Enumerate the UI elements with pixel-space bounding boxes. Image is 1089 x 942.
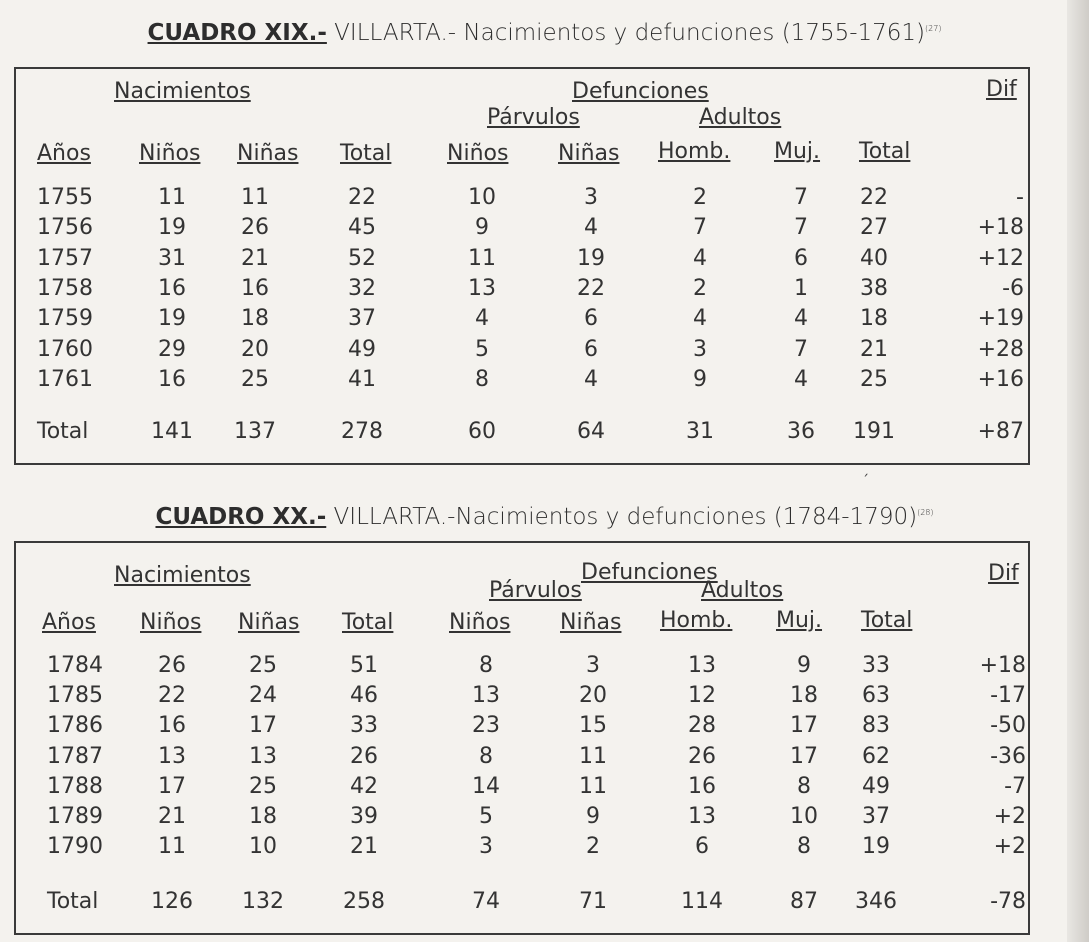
- cell-boys-born: 19: [158, 306, 186, 331]
- stray-mark: ˏ: [862, 461, 869, 477]
- cell-births-total: 49: [348, 337, 376, 362]
- cell-boys-born: 19: [158, 215, 186, 240]
- cell-deaths-total: 21: [860, 337, 888, 362]
- cell-births-total: 52: [348, 246, 376, 271]
- cell-difference: -36: [990, 744, 1026, 769]
- cell-child-girls-deaths: 64: [577, 419, 605, 444]
- cell-difference: -17: [990, 683, 1026, 708]
- cell-deaths-total: 191: [853, 419, 895, 444]
- cell-women-deaths: 4: [794, 367, 808, 392]
- cell-women-deaths: 1: [794, 276, 808, 301]
- header-nacimientos: Nacimientos: [114, 563, 251, 588]
- cell-year: 1787: [47, 744, 103, 769]
- table-2: [14, 541, 1030, 935]
- cell-births-total: 37: [348, 306, 376, 331]
- cell-child-girls-deaths: 19: [577, 246, 605, 271]
- cell-child-girls-deaths: 9: [586, 804, 600, 829]
- cell-child-boys-deaths: 74: [472, 889, 500, 914]
- cell-boys-born: 126: [151, 889, 193, 914]
- cell-difference: +19: [977, 306, 1024, 331]
- cell-girls-born: 25: [249, 653, 277, 678]
- cell-deaths-total: 22: [860, 185, 888, 210]
- header-parvulos-ninos: Niños: [449, 610, 511, 635]
- cell-deaths-total: 63: [862, 683, 890, 708]
- table-2-caption: [0, 504, 1089, 530]
- cell-year: 1759: [37, 306, 93, 331]
- cell-births-total: 26: [350, 744, 378, 769]
- cell-deaths-total: 33: [862, 653, 890, 678]
- cell-girls-born: 13: [249, 744, 277, 769]
- cell-girls-born: 25: [241, 367, 269, 392]
- cell-women-deaths: 7: [794, 215, 808, 240]
- cell-difference: +28: [977, 337, 1024, 362]
- cell-difference: +12: [977, 246, 1024, 271]
- cell-girls-born: 25: [249, 774, 277, 799]
- header-adultos: Adultos: [701, 578, 784, 603]
- cell-women-deaths: 8: [797, 774, 811, 799]
- cell-men-deaths: 4: [693, 306, 707, 331]
- cell-births-total: 39: [350, 804, 378, 829]
- header-nacimientos: Nacimientos: [114, 79, 251, 104]
- cell-child-boys-deaths: 60: [468, 419, 496, 444]
- header-parvulos-ninos: Niños: [447, 141, 509, 166]
- cell-women-deaths: 87: [790, 889, 818, 914]
- cell-births-total: 51: [350, 653, 378, 678]
- cell-boys-born: 11: [158, 834, 186, 859]
- cell-boys-born: 11: [158, 185, 186, 210]
- cell-child-boys-deaths: 4: [475, 306, 489, 331]
- header-anos: Años: [37, 141, 91, 166]
- header-dif: Dif: [986, 77, 1017, 102]
- cell-men-deaths: 7: [693, 215, 707, 240]
- cell-men-deaths: 26: [688, 744, 716, 769]
- cell-year: Total: [37, 419, 89, 444]
- cell-difference: +2: [993, 804, 1026, 829]
- cell-men-deaths: 13: [688, 653, 716, 678]
- cell-girls-born: 11: [241, 185, 269, 210]
- cell-deaths-total: 83: [862, 713, 890, 738]
- header-ninas: Niñas: [237, 141, 299, 166]
- cell-deaths-total: 25: [860, 367, 888, 392]
- cell-girls-born: 137: [234, 419, 276, 444]
- cell-girls-born: 24: [249, 683, 277, 708]
- cell-year: 1757: [37, 246, 93, 271]
- header-ninos: Niños: [139, 141, 201, 166]
- cell-men-deaths: 114: [681, 889, 723, 914]
- cell-year: 1786: [47, 713, 103, 738]
- cell-child-boys-deaths: 8: [479, 744, 493, 769]
- cell-year: Total: [47, 889, 99, 914]
- header-hombres: Homb.: [658, 139, 731, 164]
- cell-men-deaths: 31: [686, 419, 714, 444]
- cell-births-total: 22: [348, 185, 376, 210]
- cell-difference: -50: [990, 713, 1026, 738]
- cell-child-girls-deaths: 2: [586, 834, 600, 859]
- cell-difference: +2: [993, 834, 1026, 859]
- cell-girls-born: 21: [241, 246, 269, 271]
- header-parvulos: Párvulos: [489, 578, 582, 603]
- cell-child-boys-deaths: 9: [475, 215, 489, 240]
- cell-boys-born: 141: [151, 419, 193, 444]
- cell-child-boys-deaths: 5: [479, 804, 493, 829]
- cell-year: 1785: [47, 683, 103, 708]
- cell-difference: +18: [977, 215, 1024, 240]
- cell-child-girls-deaths: 15: [579, 713, 607, 738]
- cell-deaths-total: 38: [860, 276, 888, 301]
- cell-child-boys-deaths: 8: [479, 653, 493, 678]
- cell-births-total: 42: [350, 774, 378, 799]
- header-anos: Años: [42, 610, 96, 635]
- cell-births-total: 46: [350, 683, 378, 708]
- page-edge-shadow: [1067, 0, 1089, 942]
- header-total: Total: [340, 141, 392, 166]
- cell-deaths-total: 40: [860, 246, 888, 271]
- cell-child-girls-deaths: 4: [584, 215, 598, 240]
- cell-girls-born: 18: [241, 306, 269, 331]
- header-ninas: Niñas: [238, 610, 300, 635]
- header-defunciones-total: Total: [861, 608, 913, 633]
- cell-boys-born: 16: [158, 713, 186, 738]
- cell-child-girls-deaths: 3: [586, 653, 600, 678]
- header-parvulos-ninas: Niñas: [558, 141, 620, 166]
- header-defunciones-total: Total: [859, 139, 911, 164]
- cell-year: 1788: [47, 774, 103, 799]
- table-2-title: VILLARTA.-Nacimientos y defunciones (1784-1790): [326, 504, 918, 530]
- header-mujeres: Muj.: [774, 139, 821, 164]
- cell-child-girls-deaths: 20: [579, 683, 607, 708]
- cell-men-deaths: 2: [693, 185, 707, 210]
- cell-difference: -7: [1004, 774, 1026, 799]
- cell-girls-born: 17: [249, 713, 277, 738]
- cell-year: 1761: [37, 367, 93, 392]
- cell-births-total: 33: [350, 713, 378, 738]
- header-parvulos: Párvulos: [487, 105, 580, 130]
- cell-boys-born: 31: [158, 246, 186, 271]
- cell-births-total: 278: [341, 419, 383, 444]
- cell-men-deaths: 16: [688, 774, 716, 799]
- cell-girls-born: 10: [249, 834, 277, 859]
- cell-girls-born: 18: [249, 804, 277, 829]
- table-2-number: CUADRO XX.-: [155, 504, 327, 530]
- cell-child-girls-deaths: 3: [584, 185, 598, 210]
- cell-year: 1789: [47, 804, 103, 829]
- header-ninos: Niños: [140, 610, 202, 635]
- cell-difference: -6: [1002, 276, 1024, 301]
- header-hombres: Homb.: [660, 608, 733, 633]
- cell-year: 1760: [37, 337, 93, 362]
- cell-year: 1756: [37, 215, 93, 240]
- cell-men-deaths: 9: [693, 367, 707, 392]
- cell-difference: +18: [979, 653, 1026, 678]
- cell-deaths-total: 19: [862, 834, 890, 859]
- header-defunciones: Defunciones: [572, 79, 709, 104]
- cell-boys-born: 29: [158, 337, 186, 362]
- cell-boys-born: 17: [158, 774, 186, 799]
- table-1-footnote-ref: (27): [925, 24, 942, 33]
- table-1-title: VILLARTA.- Nacimientos y defunciones (1755-1761): [326, 20, 926, 46]
- cell-child-boys-deaths: 10: [468, 185, 496, 210]
- cell-boys-born: 13: [158, 744, 186, 769]
- cell-girls-born: 26: [241, 215, 269, 240]
- cell-births-total: 45: [348, 215, 376, 240]
- cell-child-boys-deaths: 3: [479, 834, 493, 859]
- cell-men-deaths: 12: [688, 683, 716, 708]
- cell-child-boys-deaths: 13: [472, 683, 500, 708]
- header-mujeres: Muj.: [776, 608, 823, 633]
- cell-child-girls-deaths: 4: [584, 367, 598, 392]
- cell-women-deaths: 7: [794, 337, 808, 362]
- cell-men-deaths: 3: [693, 337, 707, 362]
- cell-child-girls-deaths: 22: [577, 276, 605, 301]
- table-1-number: CUADRO XIX.-: [147, 20, 327, 46]
- cell-girls-born: 20: [241, 337, 269, 362]
- cell-women-deaths: 10: [790, 804, 818, 829]
- cell-births-total: 21: [350, 834, 378, 859]
- cell-child-boys-deaths: 5: [475, 337, 489, 362]
- cell-births-total: 41: [348, 367, 376, 392]
- cell-child-girls-deaths: 6: [584, 337, 598, 362]
- cell-women-deaths: 8: [797, 834, 811, 859]
- cell-women-deaths: 36: [787, 419, 815, 444]
- cell-boys-born: 16: [158, 367, 186, 392]
- cell-deaths-total: 62: [862, 744, 890, 769]
- cell-girls-born: 16: [241, 276, 269, 301]
- cell-deaths-total: 346: [855, 889, 897, 914]
- cell-women-deaths: 7: [794, 185, 808, 210]
- cell-births-total: 32: [348, 276, 376, 301]
- cell-boys-born: 21: [158, 804, 186, 829]
- cell-men-deaths: 6: [695, 834, 709, 859]
- table-2-footnote-ref: (28): [917, 508, 934, 517]
- cell-year: 1790: [47, 834, 103, 859]
- cell-women-deaths: 17: [790, 744, 818, 769]
- cell-child-boys-deaths: 11: [468, 246, 496, 271]
- cell-child-girls-deaths: 6: [584, 306, 598, 331]
- cell-child-boys-deaths: 14: [472, 774, 500, 799]
- cell-men-deaths: 13: [688, 804, 716, 829]
- cell-year: 1755: [37, 185, 93, 210]
- cell-girls-born: 132: [242, 889, 284, 914]
- cell-child-girls-deaths: 11: [579, 744, 607, 769]
- header-parvulos-ninas: Niñas: [560, 610, 622, 635]
- cell-child-girls-deaths: 11: [579, 774, 607, 799]
- cell-women-deaths: 17: [790, 713, 818, 738]
- cell-women-deaths: 18: [790, 683, 818, 708]
- table-1-caption: [0, 20, 1089, 46]
- cell-child-boys-deaths: 8: [475, 367, 489, 392]
- cell-men-deaths: 2: [693, 276, 707, 301]
- cell-deaths-total: 27: [860, 215, 888, 240]
- cell-difference: -78: [990, 889, 1026, 914]
- header-dif: Dif: [988, 561, 1019, 586]
- cell-women-deaths: 6: [794, 246, 808, 271]
- cell-deaths-total: 18: [860, 306, 888, 331]
- header-defunciones: Defunciones: [581, 560, 718, 585]
- cell-difference: +87: [977, 419, 1024, 444]
- cell-deaths-total: 37: [862, 804, 890, 829]
- header-adultos: Adultos: [699, 105, 782, 130]
- cell-child-girls-deaths: 71: [579, 889, 607, 914]
- cell-boys-born: 22: [158, 683, 186, 708]
- cell-child-boys-deaths: 23: [472, 713, 500, 738]
- table-1: [14, 67, 1030, 465]
- cell-boys-born: 26: [158, 653, 186, 678]
- cell-births-total: 258: [343, 889, 385, 914]
- cell-men-deaths: 28: [688, 713, 716, 738]
- cell-difference: -: [1016, 185, 1024, 210]
- cell-difference: +16: [977, 367, 1024, 392]
- cell-year: 1758: [37, 276, 93, 301]
- cell-boys-born: 16: [158, 276, 186, 301]
- cell-men-deaths: 4: [693, 246, 707, 271]
- cell-women-deaths: 9: [797, 653, 811, 678]
- cell-women-deaths: 4: [794, 306, 808, 331]
- cell-child-boys-deaths: 13: [468, 276, 496, 301]
- header-total: Total: [342, 610, 394, 635]
- cell-deaths-total: 49: [862, 774, 890, 799]
- cell-year: 1784: [47, 653, 103, 678]
